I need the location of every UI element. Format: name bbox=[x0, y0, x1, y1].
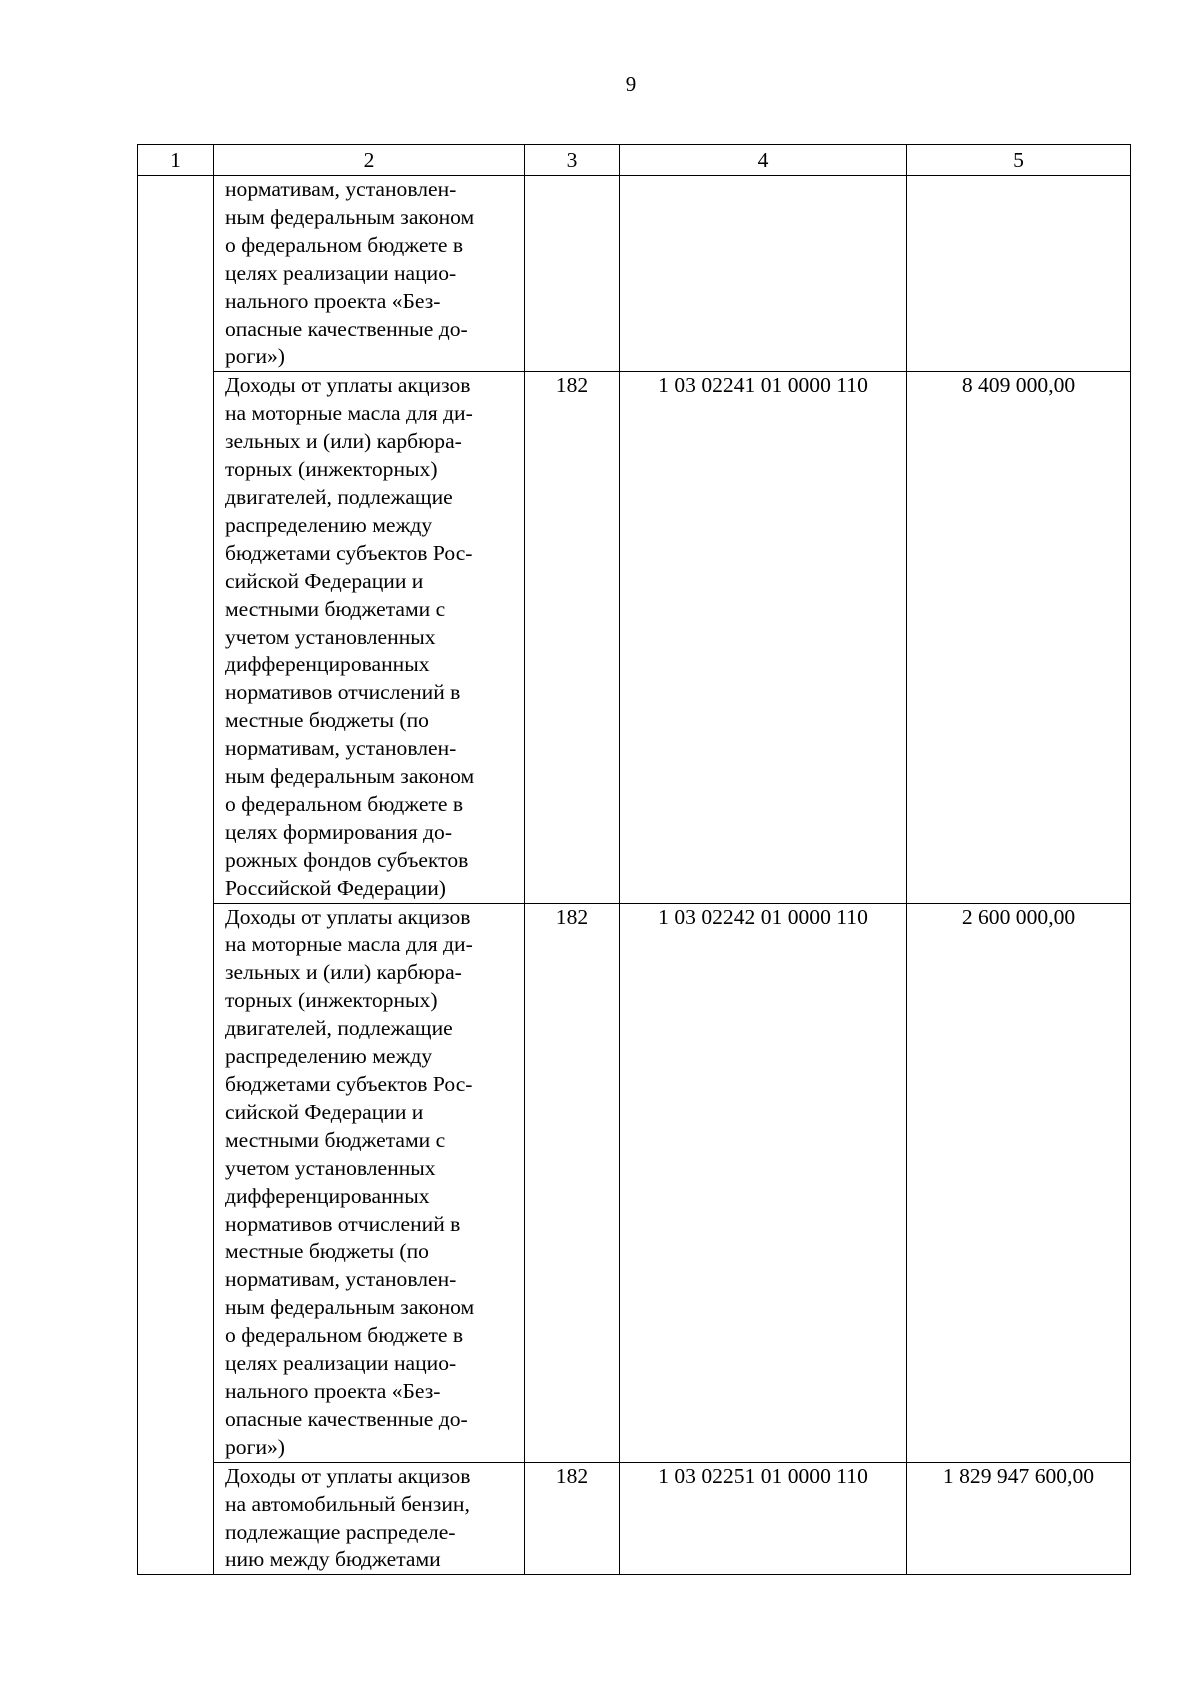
description-line: местными бюджетами с bbox=[225, 596, 446, 621]
description-line: нормативов отчислений в bbox=[225, 680, 461, 705]
description-line: целях реализации нацио- bbox=[225, 1351, 457, 1376]
amount-cell: 2 600 000,00 bbox=[907, 903, 1131, 1462]
amount-cell bbox=[907, 176, 1131, 372]
description-line: опасные качественные до- bbox=[225, 1406, 468, 1431]
description-line: роги») bbox=[225, 344, 285, 369]
administrator-code-cell: 182 bbox=[525, 903, 620, 1462]
budget-classification-code-cell bbox=[620, 176, 907, 372]
description-line: нального проекта «Без- bbox=[225, 288, 441, 313]
description-line: двигателей, подлежащие bbox=[225, 1016, 453, 1041]
budget-classification-code-cell: 1 03 02241 01 0000 110 bbox=[620, 372, 907, 903]
description-line: нормативам, установлен- bbox=[225, 736, 457, 761]
description-line: распределению между bbox=[225, 1044, 433, 1069]
table-row bbox=[138, 1462, 1131, 1575]
table-row bbox=[138, 903, 1131, 1462]
administrator-code-cell: 182 bbox=[525, 1462, 620, 1575]
page-number: 9 bbox=[625, 72, 637, 96]
table-row bbox=[138, 176, 1131, 372]
description-cell bbox=[214, 1462, 525, 1575]
description-line: о федеральном бюджете в bbox=[225, 232, 464, 257]
description-line: бюджетами субъектов Рос- bbox=[225, 1072, 473, 1096]
administrator-code-cell bbox=[525, 176, 620, 372]
description-line: целях реализации нацио- bbox=[225, 260, 457, 285]
description-line: опасные качественные до- bbox=[225, 316, 468, 341]
row-number-cell bbox=[138, 176, 214, 1575]
description-line: бюджетами субъектов Рос- bbox=[225, 540, 473, 565]
description-line: торных (инжекторных) bbox=[225, 988, 438, 1013]
description-line: дифференцированных bbox=[225, 652, 430, 677]
column-header-1: 1 bbox=[138, 145, 214, 176]
column-header-5: 5 bbox=[907, 145, 1131, 176]
description-line: зельных и (или) карбюра- bbox=[225, 429, 462, 454]
description-cell bbox=[214, 903, 525, 1462]
description-line: дифференцированных bbox=[225, 1183, 430, 1208]
description-cell bbox=[214, 372, 525, 903]
revenue-table bbox=[137, 144, 1131, 1575]
description-line: распределению между bbox=[225, 512, 433, 537]
description-cell bbox=[214, 176, 525, 372]
description-line: сийской Федерации и bbox=[225, 1099, 424, 1124]
column-header-4: 4 bbox=[620, 145, 907, 176]
budget-classification-code-cell: 1 03 02251 01 0000 110 bbox=[620, 1462, 907, 1575]
description-line: торных (инжекторных) bbox=[225, 457, 438, 482]
description-line: сийской Федерации и bbox=[225, 568, 424, 593]
description-line: местными бюджетами с bbox=[225, 1127, 446, 1152]
budget-classification-code-cell: 1 03 02242 01 0000 110 bbox=[620, 903, 907, 1462]
description-line: на моторные масла для ди- bbox=[225, 401, 473, 426]
description-line: на моторные масла для ди- bbox=[225, 932, 473, 957]
description-line: рожных фондов субъектов bbox=[225, 847, 469, 872]
amount-cell: 1 829 947 600,00 bbox=[907, 1462, 1131, 1575]
description-line: учетом установленных bbox=[225, 624, 436, 649]
description-line: нормативам, установлен- bbox=[225, 1267, 457, 1292]
description-line: нального проекта «Без- bbox=[225, 1378, 441, 1403]
table-row bbox=[138, 372, 1131, 903]
description-line: местные бюджеты (по bbox=[225, 1239, 429, 1264]
description-line: Доходы от уплаты акцизов bbox=[225, 1463, 471, 1488]
table-header-row bbox=[138, 145, 1131, 176]
description-line: Доходы от уплаты акцизов bbox=[225, 904, 471, 929]
description-line: учетом установленных bbox=[225, 1155, 436, 1180]
description-line: о федеральном бюджете в bbox=[225, 791, 464, 816]
description-line: нию между бюджетами bbox=[225, 1547, 441, 1572]
description-line: подлежащие распределе- bbox=[225, 1519, 456, 1544]
description-line: Российской Федерации) bbox=[225, 875, 446, 900]
column-header-2: 2 bbox=[214, 145, 525, 176]
description-line: зельных и (или) карбюра- bbox=[225, 960, 462, 985]
description-line: местные бюджеты (по bbox=[225, 708, 429, 733]
description-line: о федеральном бюджете в bbox=[225, 1323, 464, 1348]
column-header-3: 3 bbox=[525, 145, 620, 176]
description-line: Доходы от уплаты акцизов bbox=[225, 373, 471, 398]
description-line: ным федеральным законом bbox=[225, 764, 475, 789]
description-line: нормативам, установлен- bbox=[225, 177, 457, 201]
description-line: ным федеральным законом bbox=[225, 204, 475, 229]
description-line: двигателей, подлежащие bbox=[225, 484, 453, 509]
amount-cell: 8 409 000,00 bbox=[907, 372, 1131, 903]
description-line: роги») bbox=[225, 1434, 285, 1459]
description-line: ным федеральным законом bbox=[225, 1295, 475, 1320]
description-line: нормативов отчислений в bbox=[225, 1211, 461, 1236]
administrator-code-cell: 182 bbox=[525, 372, 620, 903]
description-line: целях формирования до- bbox=[225, 819, 453, 844]
description-line: на автомобильный бензин, bbox=[225, 1491, 470, 1516]
